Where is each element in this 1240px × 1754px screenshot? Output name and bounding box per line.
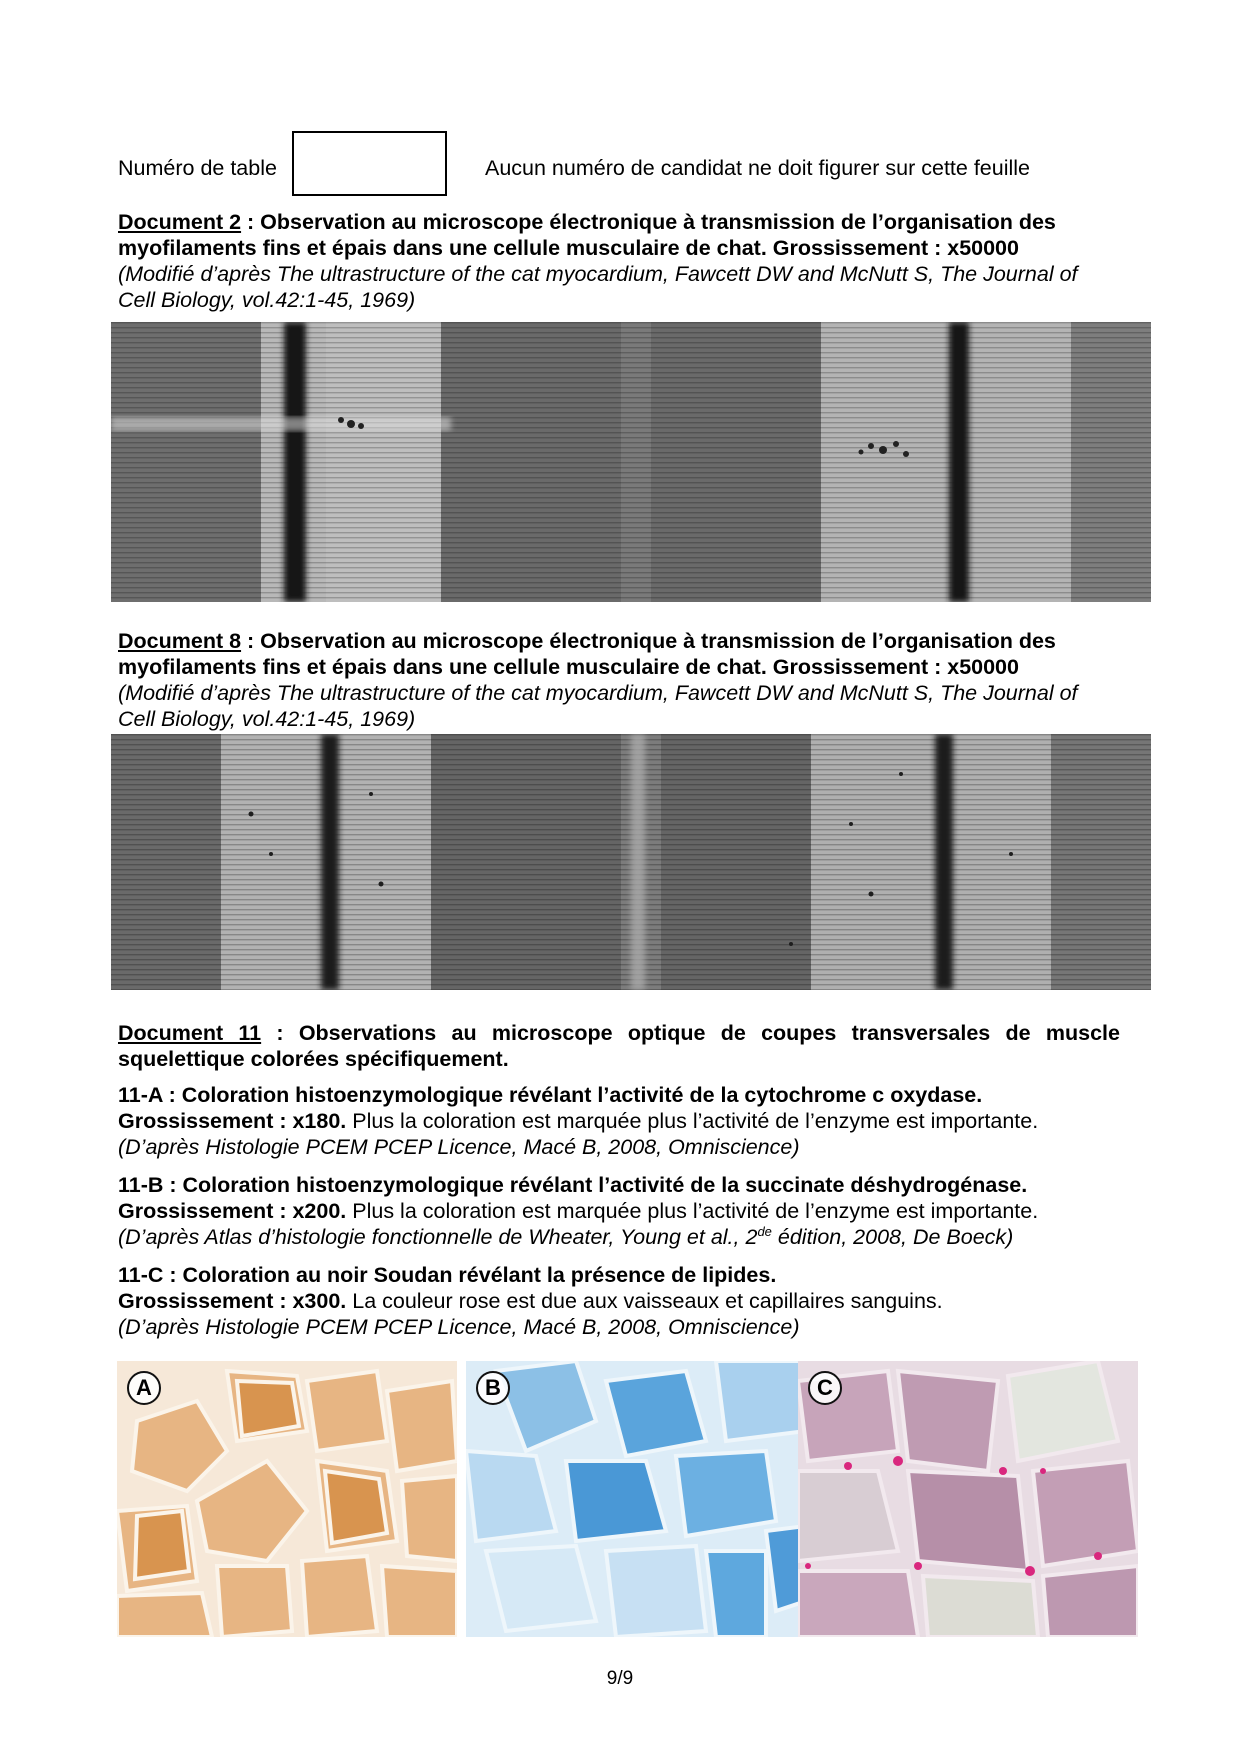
anonymity-notice: Aucun numéro de candidat ne doit figurer sur cette feuille [485, 156, 1030, 180]
document-11a-text: Plus la coloration est marquée plus l’activité de l’enzyme est importante. [346, 1109, 1039, 1133]
document-8-title: Observation au microscope électronique à transmission de l’organisation des myofilaments fins et épais dans une cellule musculaire de chat. Grossissement : x50000 [118, 629, 1056, 679]
document-11c-magnification: Grossissement : x300. [118, 1289, 347, 1313]
document-8-micrograph [111, 734, 1151, 990]
table-number-field[interactable] [292, 131, 447, 196]
panel-b-micrograph [466, 1361, 806, 1637]
document-11a-source: (D’après Histologie PCEM PCEP Licence, Macé B, 2008, Omniscience) [118, 1135, 800, 1159]
panel-b-label: B [476, 1371, 510, 1405]
document-8-ref: Document 8 [118, 629, 242, 653]
document-11c-source: (D’après Histologie PCEM PCEP Licence, Macé B, 2008, Omniscience) [118, 1315, 800, 1339]
document-11c-caption [118, 1262, 1120, 1340]
panel-a-label: A [127, 1371, 161, 1405]
document-11-title: Observations au microscope optique de coupes transversales de muscle squelettique colorées spécifiquement. [118, 1021, 1120, 1071]
document-11a-magnification: Grossissement : x180. [118, 1109, 347, 1133]
document-11b-magnification: Grossissement : x200. [118, 1199, 347, 1223]
document-2-caption [118, 209, 1120, 313]
document-11c-heading: 11-C : Coloration au noir Soudan révélant la présence de lipides. [118, 1263, 777, 1287]
document-2-micrograph-image [111, 322, 1151, 602]
document-11b-source: (D’après Atlas d’histologie fonctionnelle de Wheater, Young et al., 2de édition, 2008, De Boeck) [118, 1223, 1014, 1249]
panel-a-image [117, 1361, 457, 1637]
document-2-sep: : [241, 210, 261, 234]
document-8-source: (Modifié d’après The ultrastructure of the cat myocardium, Fawcett DW and McNutt S, The Journal of Cell Biology, vol.42:1-45, 1969) [118, 681, 1078, 731]
panel-c-label: C [808, 1371, 842, 1405]
panel-b-image [466, 1361, 806, 1637]
document-11b-caption [118, 1172, 1120, 1250]
panel-a-micrograph [117, 1361, 457, 1637]
document-11c-text: La couleur rose est due aux vaisseaux et capillaires sanguins. [346, 1289, 943, 1313]
document-8-caption [118, 628, 1120, 732]
document-11b-heading: 11-B : Coloration histoenzymologique révélant l’activité de la succinate déshydrogénase. [118, 1173, 1028, 1197]
document-2-source: (Modifié d’après The ultrastructure of the cat myocardium, Fawcett DW and McNutt S, The Journal of Cell Biology, vol.42:1-45, 1969) [118, 262, 1078, 312]
document-2-micrograph [111, 322, 1151, 602]
document-8-sep: : [241, 629, 261, 653]
page-number: 9/9 [606, 1668, 634, 1689]
document-11b-text: Plus la coloration est marquée plus l’activité de l’enzyme est importante. [346, 1199, 1039, 1223]
panel-c-image [798, 1361, 1138, 1637]
table-number-label: Numéro de table [118, 156, 277, 180]
document-11-caption [118, 1020, 1120, 1072]
document-11a-heading: 11-A : Coloration histoenzymologique révélant l’activité de la cytochrome c oxydase. [118, 1083, 983, 1107]
document-2-ref: Document 2 [118, 210, 242, 234]
document-11-ref: Document 11 [118, 1021, 262, 1045]
document-2-title: Observation au microscope électronique à transmission de l’organisation des myofilaments fins et épais dans une cellule musculaire de chat. Grossissement : x50000 [118, 210, 1056, 260]
document-11-sep: : [261, 1021, 299, 1045]
document-11a-caption [118, 1082, 1120, 1160]
document-8-micrograph-image [111, 734, 1151, 990]
panel-c-micrograph [798, 1361, 1138, 1637]
